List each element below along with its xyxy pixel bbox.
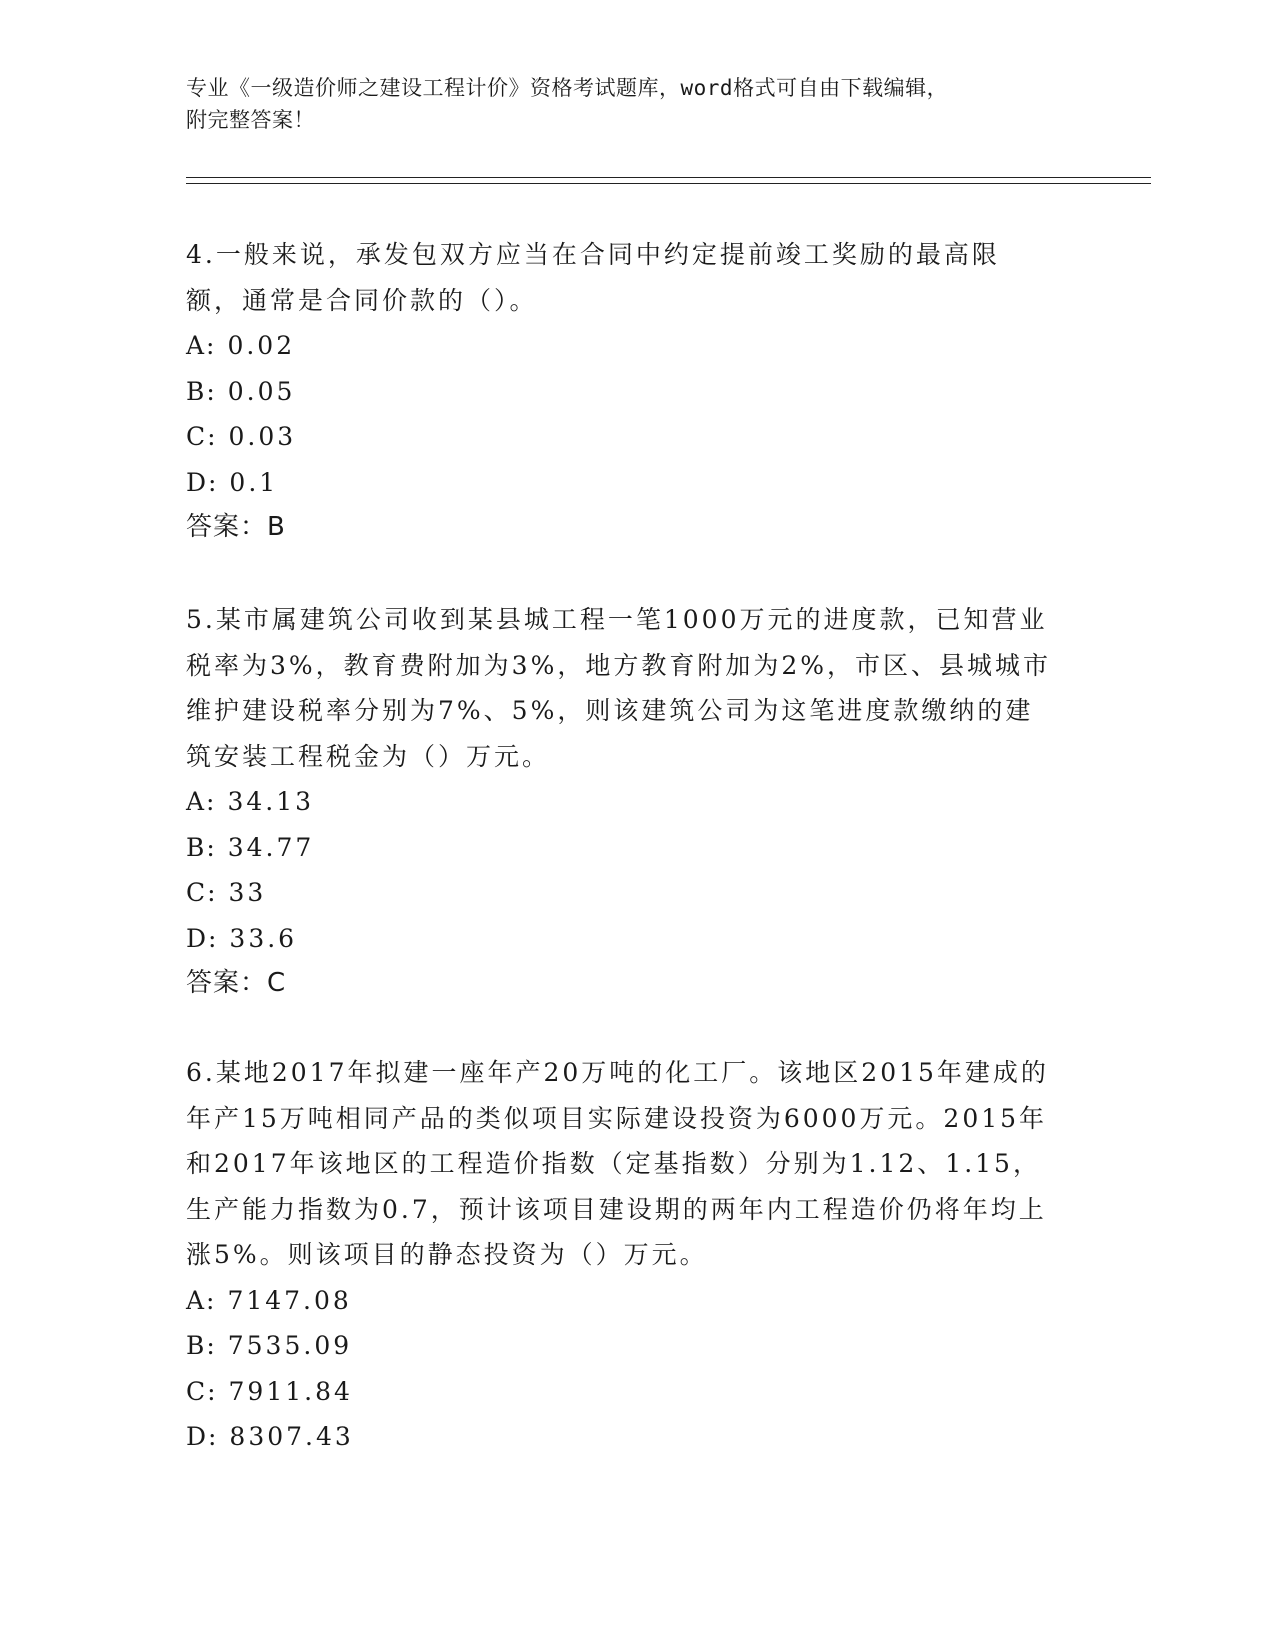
answer-label: 答案：B xyxy=(186,512,286,542)
option-c: C: 7911.84 xyxy=(186,1376,353,1406)
question-stem: 6.某地2017年拟建一座年产20万吨的化工厂。该地区2015年建成的年产15万吨相同产品的类似项目实际建设投资为6000万元。2015年和2017年该地区的工程造价指数（定基指数）分别为1.12、1.15，生产能力指数为0.7，预计该项目建设期的两年内工程造价仍将年均上涨5%。则该项目的静态投资为（）万元。 xyxy=(186,1058,1049,1269)
answer-label: 答案：C xyxy=(186,968,287,998)
question-stem: 4.一般来说，承发包双方应当在合同中约定提前竣工奖励的最高限额，通常是合同价款的（）。 xyxy=(186,240,1000,315)
header-divider-bottom xyxy=(186,183,1151,184)
option-d: D: 8307.43 xyxy=(186,1422,354,1451)
option-b: B: 34.77 xyxy=(186,832,315,862)
header-line-1: 专业《一级造价师之建设工程计价》资格考试题库，word格式可自由下载编辑， xyxy=(186,76,949,100)
option-b: B: 7535.09 xyxy=(186,1331,353,1360)
question-stem: 5.某市属建筑公司收到某县城工程一笔1000万元的进度款，已知营业税率为3%，教育费附加为3%，地方教育附加为2%，市区、县城城市维护建设税率分别为7%、5%，则该建筑公司为这笔进度款缴纳的建筑安装工程税金为（）万元。 xyxy=(186,605,1051,771)
option-c: C: 0.03 xyxy=(186,422,297,451)
question-5 xyxy=(186,597,1086,1007)
option-a: A: 34.13 xyxy=(186,787,315,816)
header-divider-top xyxy=(186,177,1151,178)
question-4 xyxy=(186,232,1086,551)
option-d: D: 0.1 xyxy=(186,467,279,497)
document-header xyxy=(186,72,1066,136)
option-a: A: 0.02 xyxy=(186,331,296,360)
option-d: D: 33.6 xyxy=(186,923,298,953)
question-6 xyxy=(186,1050,1086,1460)
option-b: B: 0.05 xyxy=(186,376,296,406)
header-line-2: 附完整答案！ xyxy=(186,108,315,132)
option-a: A: 7147.08 xyxy=(186,1285,352,1315)
option-c: C: 33 xyxy=(186,878,267,907)
